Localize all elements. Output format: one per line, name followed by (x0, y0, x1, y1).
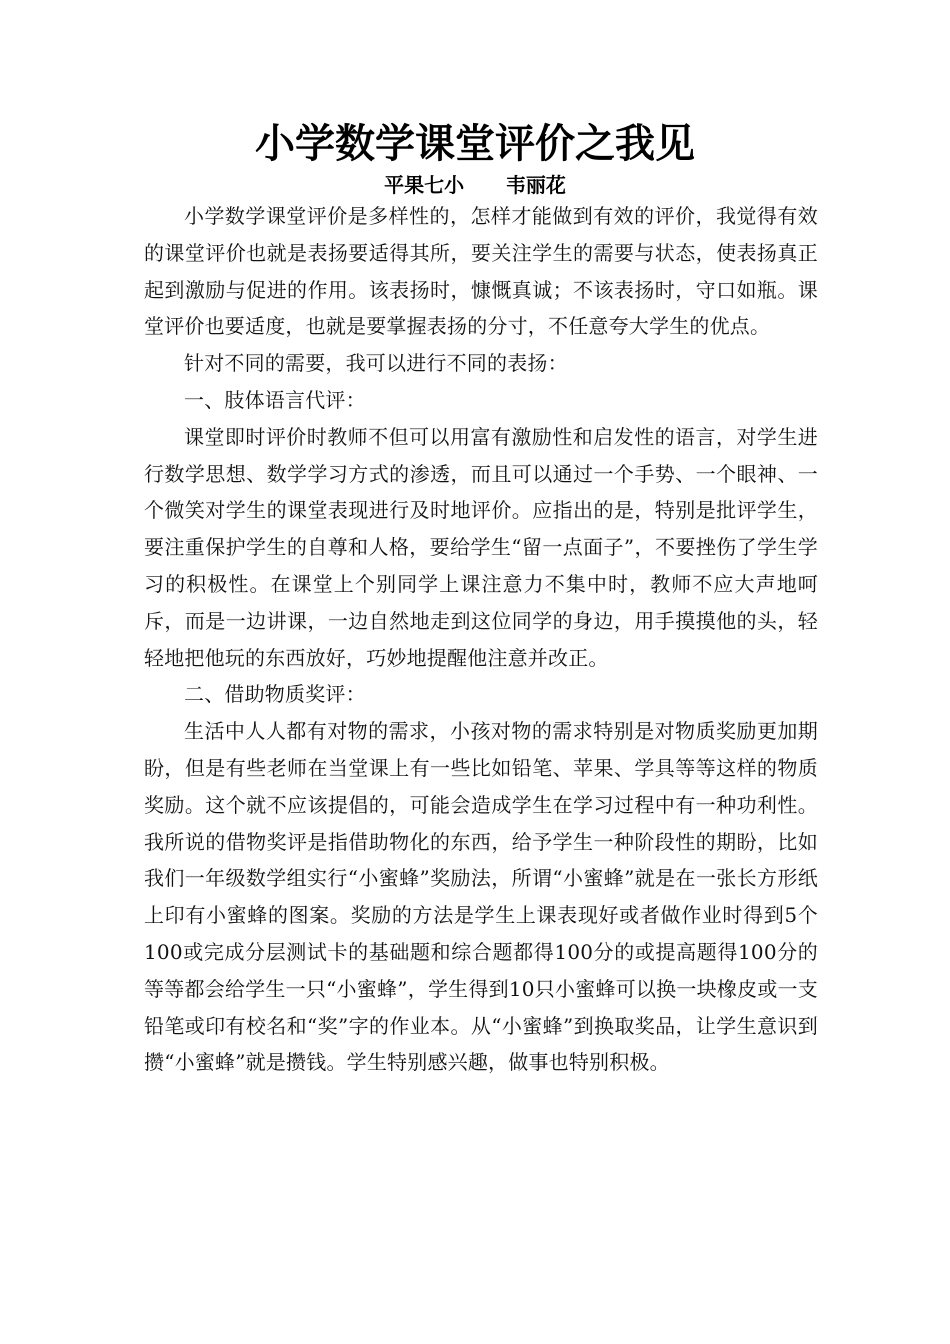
document-title: 小学数学课堂评价之我见 (255, 120, 695, 167)
author-byline: 平果七小 韦丽花 (384, 173, 566, 197)
paragraph-intro: 小学数学课堂评价是多样性的，怎样才能做到有效的评价，我觉得有效的课堂评价也就是表扬要适得其所，要关注学生的需要与状态，使表扬真正起到激励与促进的作用。该表扬时，慷慨真诚；不该表扬时，守口如瓶。课堂评价也要适度，也就是要掌握表扬的分寸，不任意夸大学生的优点。 (144, 204, 818, 339)
paragraph-body-language: 课堂即时评价时教师不但可以用富有激励性和启发性的语言，对学生进行数学思想、数学学习方式的渗透，而且可以通过一个手势、一个眼神、一个微笑对学生的课堂表现进行及时地评价。应指出的是，特别是批评学生，要注重保护学生的自尊和人格，要给学生“留一点面子”，不要挫伤了学生学习的积极性。在课堂上个别同学上课注意力不集中时，教师不应大声地呵斥，而是一边讲课，一边自然地走到这位同学的身边，用手摸摸他的头，轻轻地把他玩的东西放好，巧妙地提醒他注意并改正。 (144, 424, 818, 670)
paragraph-material-reward: 生活中人人都有对物的需求，小孩对物的需求特别是对物质奖励更加期盼，但是有些老师在当堂课上有一些比如铅笔、苹果、学具等等这样的物质奖励。这个就不应该提倡的，可能会造成学生在学习过程中有一种功利性。我所说的借物奖评是指借助物化的东西，给予学生一种阶段性的期盼，比如我们一年级数学组实行“小蜜蜂”奖励法，所谓“小蜜蜂”就是在一张长方形纸上印有小蜜蜂的图案。奖励的方法是学生上课表现好或者做作业时得到5个100或完成分层测试卡的基础题和综合题都得100分的或提高题得100分的等等都会给学生一只“小蜜蜂”，学生得到10只小蜜蜂可以换一块橡皮或一支铅笔或印有校名和“奖”字的作业本。从“小蜜蜂”到换取奖品，让学生意识到攒“小蜜蜂”就是攒钱。学生特别感兴趣，做事也特别积极。 (144, 719, 818, 1075)
section-heading-body-language: 一、肢体语言代评： (184, 387, 366, 412)
document-body (144, 198, 818, 1081)
paragraph-lead: 针对不同的需要，我可以进行不同的表扬： (184, 351, 568, 376)
section-heading-material-reward: 二、借助物质奖评： (184, 682, 366, 707)
